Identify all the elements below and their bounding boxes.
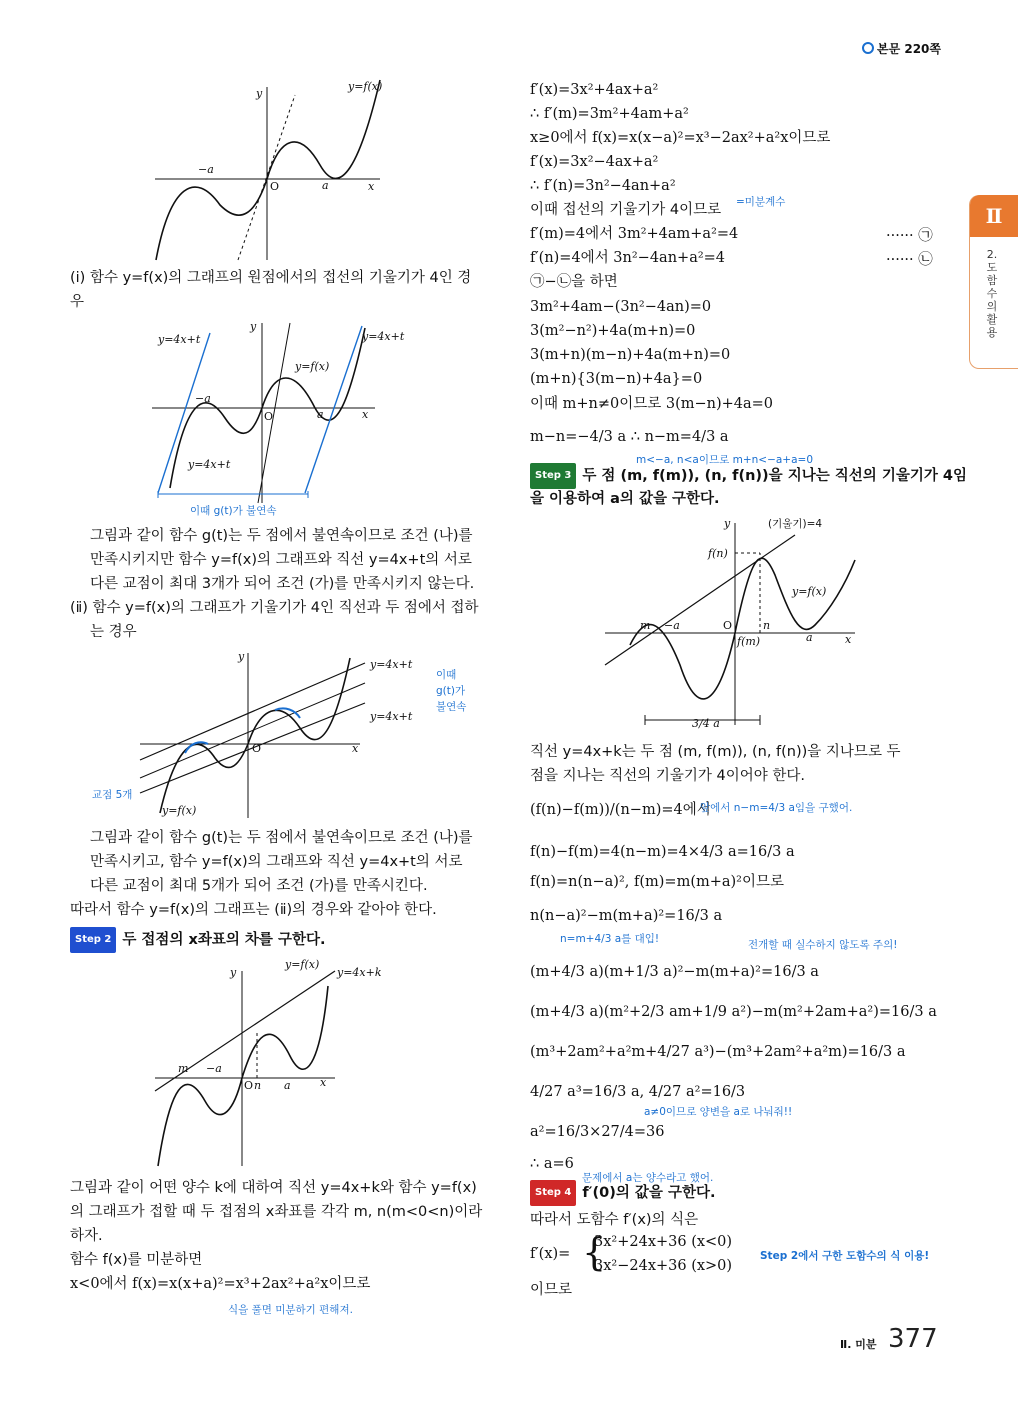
fig3-note3: 불연속 — [436, 701, 467, 713]
r30: 이므로 — [530, 1282, 573, 1298]
step2-badge: Step 2 — [70, 927, 116, 953]
r27: ∴ a=6 — [530, 1156, 574, 1172]
r24: (m³+2am²+a²m+4/27 a³)−(m³+2am²+a²m)=16/3 a — [530, 1044, 906, 1060]
fig5-m: m — [640, 619, 651, 632]
fig5-y: y — [724, 517, 731, 530]
para2-line3: 다른 교점이 최대 5개가 되어 조건 (가)를 만족시킨다. — [90, 878, 428, 894]
r13: (m+n){3(m−n)+4a}=0 — [530, 371, 703, 387]
r29-brace: { — [582, 1230, 607, 1274]
circle-icon — [862, 42, 874, 54]
fig1-neg-a: −a — [198, 163, 214, 176]
r21: n(n−a)²−m(m+a)²=16/3 a — [530, 908, 723, 924]
fig5-fm: f(m) — [737, 635, 761, 648]
case2-line1: (ⅱ) 함수 y=f(x)의 그래프가 기울기가 4인 직선과 두 점에서 접하 — [70, 600, 479, 616]
figure-4 — [150, 956, 410, 1172]
fig4-o: O — [244, 1079, 254, 1092]
fig2-yfx: y=f(x) — [295, 360, 330, 373]
fig4-neg-a: −a — [206, 1062, 222, 1075]
r5: ∴ f′(n)=3n²−4an+a² — [530, 178, 676, 194]
fig5-a: a — [806, 631, 813, 644]
fig4-m: m — [178, 1062, 189, 1075]
figure-2 — [150, 318, 430, 518]
fig2-a: a — [317, 408, 324, 421]
r2: ∴ f′(m)=3m²+4am+a² — [530, 106, 689, 122]
step3-text-2: 을 이용하여 a의 값을 구한다. — [530, 491, 720, 507]
step4-badge: Step 4 — [530, 1180, 576, 1206]
r8-tag: ······ ㉡ — [886, 252, 933, 268]
para3-line3: 하자. — [70, 1228, 103, 1244]
r8: f′(n)=4에서 3n²−4an+a²=4 — [530, 250, 726, 266]
fig3-line2: y=4x+t — [370, 710, 413, 723]
r9: ㉠−㉡을 하면 — [530, 274, 618, 290]
fig2-y: y — [250, 320, 257, 333]
para1-line3: 다른 교점이 최대 3개가 되어 조건 (가)를 만족시키지 않는다. — [90, 576, 475, 592]
note-sub: n=m+4/3 a를 대입! — [560, 933, 660, 945]
figure-5 — [600, 515, 870, 735]
case2-line2: 는 경우 — [90, 624, 137, 640]
r29-case2: 3x²−24x+36 (x>0) — [594, 1258, 733, 1274]
note-step2: Step 2에서 구한 도함수의 식 이용! — [760, 1250, 930, 1262]
r15: m−n=−4/3 a ∴ n−m=4/3 a — [530, 429, 729, 445]
r10: 3m²+4am−(3n²−4an)=0 — [530, 299, 712, 315]
note-pos: 문제에서 a는 양수라고 했어. — [582, 1172, 714, 1184]
note-prev: 앞에서 n−m=4/3 a임을 구했어. — [700, 802, 853, 814]
fig4-n: n — [254, 1079, 262, 1092]
figure-1 — [150, 75, 390, 265]
fig4-y: y — [230, 966, 237, 979]
para3-line1: 그림과 같이 어떤 양수 k에 대하여 직선 y=4x+k와 함수 y=f(x) — [70, 1180, 477, 1196]
fig3-cross: 교점 5개 — [92, 789, 133, 801]
r12: 3(m+n)(m−n)+4a(m+n)=0 — [530, 347, 731, 363]
para2-line1: 그림과 같이 함수 g(t)는 두 점에서 불연속이므로 조건 (나)를 — [90, 830, 473, 846]
fig1-a: a — [322, 179, 329, 192]
fig3-y: y — [238, 650, 245, 663]
step4-text: f′(0)의 값을 구한다. — [582, 1185, 716, 1201]
fig5-fn: f(n) — [708, 547, 728, 560]
step2-text: 두 접점의 x좌표의 차를 구한다. — [122, 932, 326, 948]
fig3-line1: y=4x+t — [370, 658, 413, 671]
fig1-y: y — [256, 87, 263, 100]
fig5-o: O — [723, 619, 733, 632]
r4: f′(x)=3x²−4ax+a² — [530, 154, 659, 170]
r25: 4/27 a³=16/3 a, 4/27 a²=16/3 — [530, 1084, 746, 1100]
para1-line1: 그림과 같이 함수 g(t)는 두 점에서 불연속이므로 조건 (나)를 — [90, 528, 473, 544]
footer-section: Ⅱ. 미분 — [840, 1338, 877, 1351]
r22: (m+4/3 a)(m+1/3 a)²−m(m+a)²=16/3 a — [530, 964, 819, 980]
para1-line2: 만족시키지만 함수 y=f(x)의 그래프와 직선 y=4x+t의 서로 — [90, 552, 472, 568]
fig2-note: 이때 g(t)가 불연속 — [190, 505, 277, 517]
fig2-o: O — [264, 410, 274, 423]
r18: (f(n)−f(m))/(n−m)=4에서 — [530, 802, 711, 818]
step4-heading — [530, 1180, 716, 1206]
footer-page: 377 — [888, 1324, 938, 1354]
r16: 직선 y=4x+k는 두 점 (m, f(m)), (n, f(n))을 지나므로 두 — [530, 744, 901, 760]
para3-line5: x<0에서 f(x)=x(x+a)²=x³+2ax²+a²x이므로 — [70, 1276, 371, 1292]
step3-badge: Step 3 — [530, 463, 576, 489]
fig5-dist: 3/4 a — [692, 717, 720, 730]
fig5-x: x — [845, 633, 852, 646]
fig5-yfx: y=f(x) — [792, 585, 827, 598]
fig2-line2: y=4x+t — [362, 330, 405, 343]
r23: (m+4/3 a)(m²+2/3 am+1/9 a²)−m(m²+2am+a²)=16/3 a — [530, 1004, 937, 1020]
fig1-o: O — [270, 180, 280, 193]
r7: f′(m)=4에서 3m²+4am+a²=4 — [530, 226, 739, 242]
r6: 이때 접선의 기울기가 4이므로 — [530, 202, 722, 218]
figure-3 — [90, 648, 480, 820]
fig5-n: n — [763, 619, 771, 632]
step2-heading — [70, 927, 326, 953]
fig3-o: O — [252, 742, 262, 755]
r29-lhs: f′(x)= — [530, 1246, 571, 1262]
fig5-slope: (기울기)=4 — [768, 518, 823, 530]
note-expand: 식을 풀면 미분하기 편해져. — [228, 1304, 353, 1316]
chapter-title: 2. 도 함 수 의 활 용 — [986, 248, 998, 339]
note-div: a≠0이므로 양변을 a로 나눠줘!! — [644, 1106, 793, 1118]
fig1-yfx: y=f(x) — [348, 80, 383, 93]
r14: 이때 m+n≠0이므로 3(m−n)+4a=0 — [530, 396, 774, 412]
fig2-neg-a: −a — [195, 392, 211, 405]
note-mn: m<−a, n<a이므로 m+n<−a+a=0 — [636, 454, 814, 466]
step3-text-1: 두 점 (m, f(m)), (n, f(n))을 지나는 직선의 기울기가 4임 — [582, 468, 968, 484]
note-deriv: =미분계수 — [736, 196, 786, 208]
r19: f(n)−f(m)=4(n−m)=4×4/3 a=16/3 a — [530, 844, 795, 860]
r29-case1: 3x²+24x+36 (x<0) — [594, 1234, 733, 1250]
case1-text: (ⅰ) 함수 y=f(x)의 그래프의 원점에서의 접선의 기울기가 4인 경우 — [70, 270, 472, 310]
conclusion: 따라서 함수 y=f(x)의 그래프는 (ⅱ)의 경우와 같아야 한다. — [70, 902, 437, 918]
chapter-roman: Ⅱ — [970, 195, 1018, 237]
para2-line2: 만족시키고, 함수 y=f(x)의 그래프와 직선 y=4x+t의 서로 — [90, 854, 463, 870]
fig3-note1: 이때 — [436, 669, 457, 681]
r3: x≥0에서 f(x)=x(x−a)²=x³−2ax²+a²x이므로 — [530, 130, 831, 146]
r26: a²=16/3×27/4=36 — [530, 1124, 665, 1140]
fig4-line: y=4x+k — [337, 966, 382, 979]
fig3-yfx: y=f(x) — [162, 804, 197, 817]
fig4-yfx: y=f(x) — [285, 958, 320, 971]
r7-tag: ······ ㉠ — [886, 228, 933, 244]
fig4-a: a — [284, 1079, 291, 1092]
note-care: 전개할 때 실수하지 않도록 주의! — [748, 939, 898, 951]
para3-line4: 함수 f(x)를 미분하면 — [70, 1252, 203, 1268]
para3-line2: 의 그래프가 접할 때 두 접점의 x좌표를 각각 m, n(m<0<n)이라 — [70, 1204, 483, 1220]
fig1-x: x — [368, 180, 375, 193]
fig3-note2: g(t)가 — [436, 685, 466, 697]
fig5-neg-a: −a — [664, 619, 680, 632]
r20: f(n)=n(n−a)², f(m)=m(m+a)²이므로 — [530, 874, 785, 890]
page-ref: 본문 220쪽 — [862, 40, 941, 57]
fig2-line1: y=4x+t — [158, 333, 201, 346]
fig2-x: x — [362, 408, 369, 421]
fig4-x: x — [320, 1076, 327, 1089]
fig2-line3: y=4x+t — [188, 458, 231, 471]
r28: 따라서 도함수 f′(x)의 식은 — [530, 1212, 699, 1228]
step3-heading — [530, 463, 967, 489]
r11: 3(m²−n²)+4a(m+n)=0 — [530, 323, 696, 339]
r1: f′(x)=3x²+4ax+a² — [530, 82, 659, 98]
fig3-x: x — [352, 742, 359, 755]
r17: 점을 지나는 직선의 기울기가 4이어야 한다. — [530, 768, 805, 784]
